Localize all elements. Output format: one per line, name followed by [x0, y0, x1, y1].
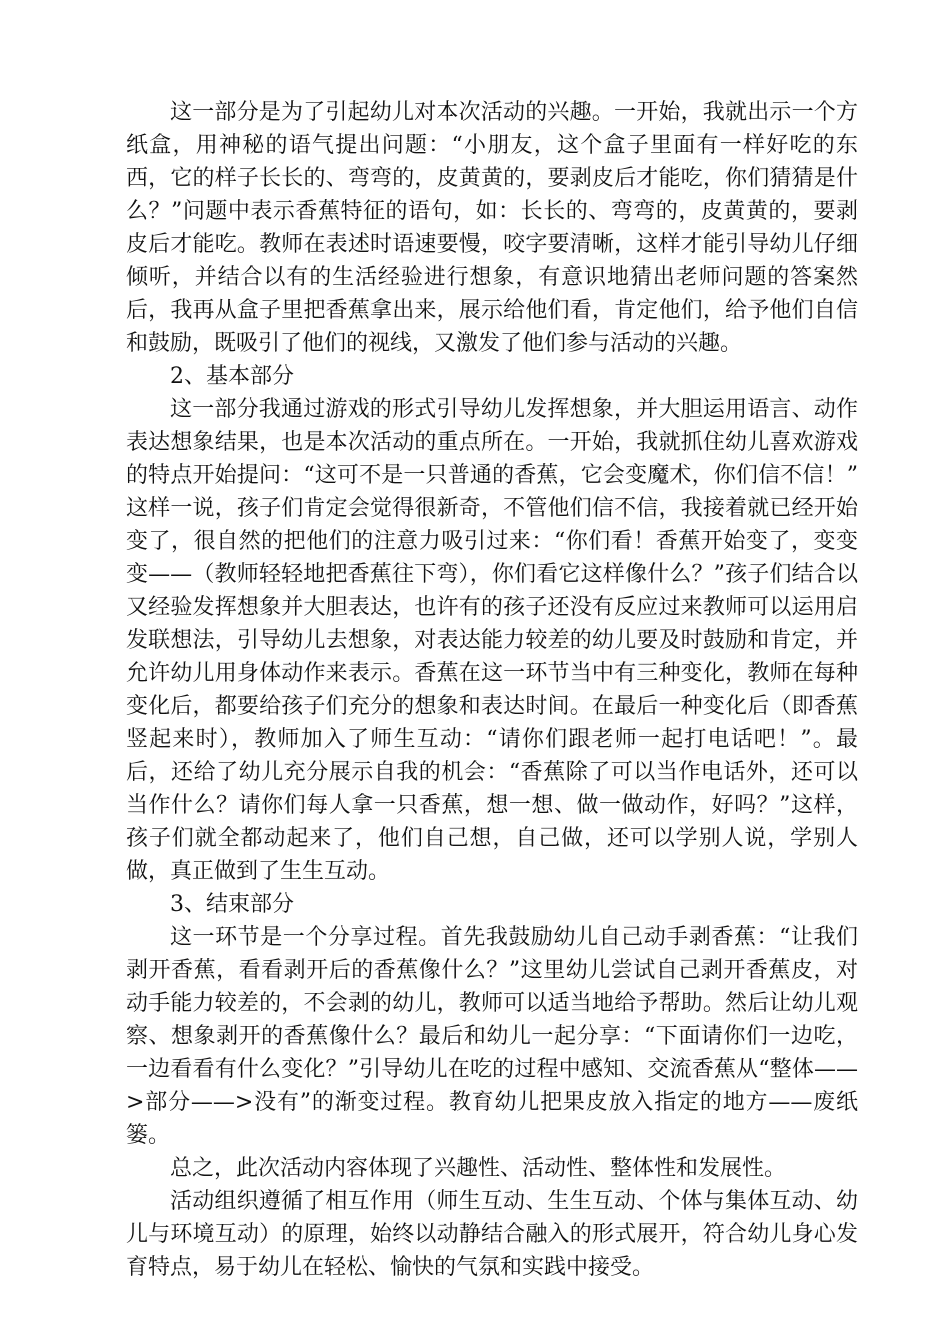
section-heading-basic: 2、基本部分: [170, 364, 294, 389]
section-heading-ending: 3、结束部分: [170, 892, 294, 917]
summary-paragraph: 总之，此次活动内容体现了兴趣性、活动性、整体性和发展性。: [170, 1156, 787, 1181]
intro-paragraph: 这一部分是为了引起幼儿对本次活动的兴趣。一开始，我就出示一个方纸盒，用神秘的语气提出问题：“小朋友，这个盒子里面有一样好吃的东西，它的样子长长的、弯弯的，皮黄黄的，要剥皮后才能吃，你们猜猜是什么？”问题中表示香蕉特征的语句，如：长长的、弯弯的，皮黄黄的，要剥皮后才能吃。教师在表述时语速要慢，咬字要清晰，这样才能引导幼儿仔细倾听，并结合以有的生活经验进行想象，有意识地猜出老师问题的答案然后，我再从盒子里把香蕉拿出来，展示给他们看，肯定他们，给予他们自信和鼓励，既吸引了他们的视线，又激发了他们参与活动的兴趣。: [126, 100, 858, 356]
document-page: [126, 96, 858, 1284]
ending-section-paragraph: 这一环节是一个分享过程。首先我鼓励幼儿自己动手剥香蕉：“让我们剥开香蕉，看看剥开后的香蕉像什么？”这里幼儿尝试自己剥开香蕉皮，对动手能力较差的，不会剥的幼儿，教师可以适当地给予帮助。然后让幼儿观察、想象剥开的香蕉像什么？最后和幼儿一起分享：“下面请你们一边吃，一边看看有什么变化？”引导幼儿在吃的过程中感知、交流香蕉从“整体——>部分——>没有”的渐变过程。教育幼儿把果皮放入指定的地方——废纸篓。: [126, 925, 858, 1148]
closing-paragraph: 活动组织遵循了相互作用（师生互动、生生互动、个体与集体互动、幼儿与环境互动）的原理，始终以动静结合融入的形式展开，符合幼儿身心发育特点，易于幼儿在轻松、愉快的气氛和实践中接受。: [126, 1189, 858, 1280]
basic-section-paragraph: 这一部分我通过游戏的形式引导幼儿发挥想象，并大胆运用语言、动作表达想象结果，也是本次活动的重点所在。一开始，我就抓住幼儿喜欢游戏的特点开始提问：“这可不是一只普通的香蕉，它会变魔术，你们信不信！” 这样一说，孩子们肯定会觉得很新奇，不管他们信不信，我接着就已经开始变了，很自然的把他们的注意力吸引过来：“你们看！香蕉开始变了，变变变——（教师轻轻地把香蕉往下弯），你们看它这样像什么？”孩子们结合以又经验发挥想象并大胆表达，也许有的孩子还没有反应过来教师可以运用启发联想法，引导幼儿去想象，对表达能力较差的幼儿要及时鼓励和肯定，并允许幼儿用身体动作来表示。香蕉在这一环节当中有三种变化，教师在每种变化后，都要给孩子们充分的想象和表达时间。在最后一种变化后（即香蕉竖起来时），教师加入了师生互动：“请你们跟老师一起打电话吧！”。最后，还给了幼儿充分展示自我的机会：“香蕉除了可以当作电话外，还可以当作什么？请你们每人拿一只香蕉，想一想、做一做动作，好吗？”这样，孩子们就全都动起来了，他们自己想，自己做，还可以学别人说，学别人做，真正做到了生生互动。: [126, 397, 858, 884]
